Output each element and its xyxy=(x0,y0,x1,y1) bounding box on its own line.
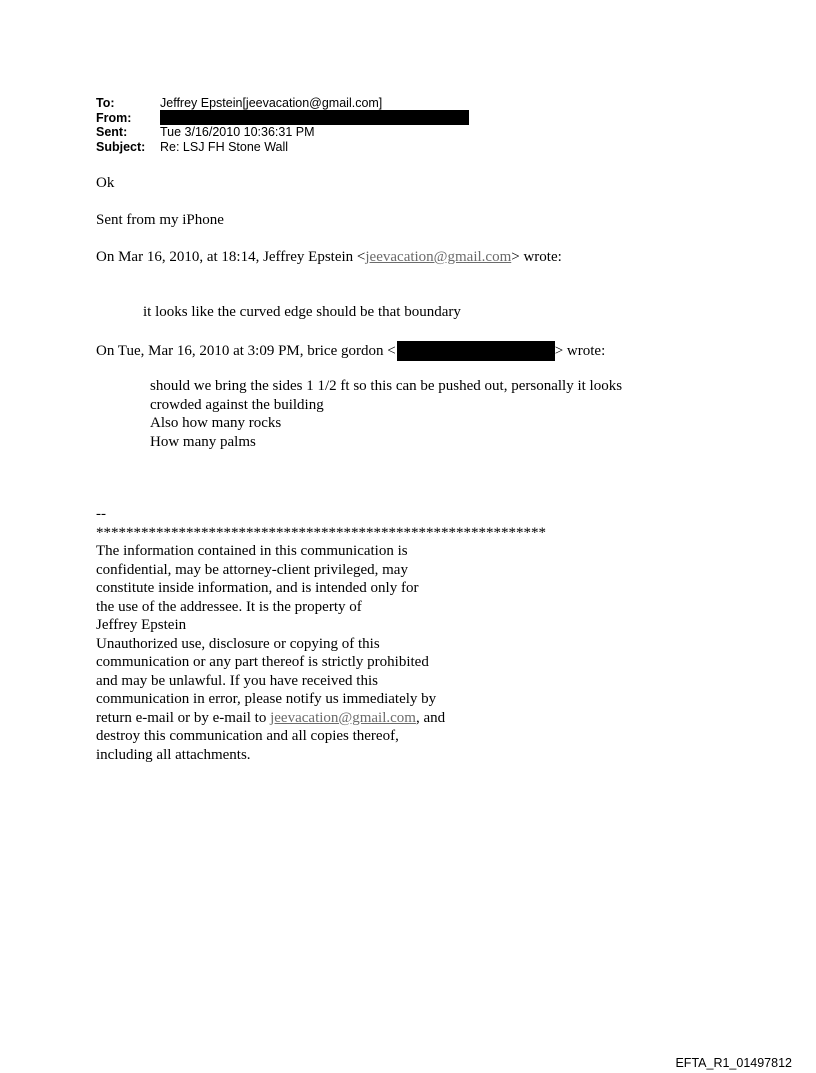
sent-row xyxy=(96,125,469,140)
quote1-suffix: > wrote: xyxy=(511,249,562,265)
from-redaction xyxy=(160,110,469,125)
document-id: EFTA_R1_01497812 xyxy=(675,1056,792,1070)
star-divider: ************************************************************ xyxy=(96,524,546,541)
signature-dashes: -- xyxy=(96,506,106,522)
sent-value: Tue 3/16/2010 10:36:31 PM xyxy=(160,125,315,139)
disclaimer-line: constitute inside information, and is intended only for xyxy=(96,580,419,596)
disclaimer-line: confidential, may be attorney-client privileged, may xyxy=(96,561,408,578)
disclaimer-line: communication or any part thereof is strictly prohibited xyxy=(96,654,429,670)
disclaimer-line: Jeffrey Epstein xyxy=(96,617,187,633)
quote1-attribution xyxy=(96,248,562,267)
signature-text: Sent from my iPhone xyxy=(96,212,224,228)
quote1-email-link[interactable]: jeevacation@gmail.com xyxy=(365,249,512,265)
disclaimer-line: destroy this communication and all copies thereof, xyxy=(96,728,399,744)
quote2-block xyxy=(150,377,622,451)
quote2-line: Also how many rocks xyxy=(150,415,282,431)
quote2-prefix: On Tue, Mar 16, 2010 at 3:09 PM, brice gordon < xyxy=(96,342,396,359)
quote2-attribution xyxy=(96,341,605,361)
from-label: From: xyxy=(96,110,132,125)
reply-text: Ok xyxy=(96,175,115,191)
disclaimer-block xyxy=(96,505,546,764)
from-row xyxy=(96,111,469,126)
to-row xyxy=(96,96,469,111)
quote1-prefix: On Mar 16, 2010, at 18:14, Jeffrey Epstein < xyxy=(96,249,366,265)
quote2-line: How many palms xyxy=(150,433,256,450)
subject-value: Re: LSJ FH Stone Wall xyxy=(160,139,289,154)
disclaimer-line10-prefix: return e-mail or by e-mail to xyxy=(96,709,271,726)
disclaimer-line: Unauthorized use, disclosure or copying of this xyxy=(96,635,380,652)
quote2-line: crowded against the building xyxy=(150,396,324,413)
disclaimer-line10-suffix: , and xyxy=(415,709,446,726)
disclaimer-email-link[interactable]: jeevacation@gmail.com xyxy=(270,709,416,726)
to-label: To: xyxy=(96,96,115,110)
disclaimer-line: communication in error, please notify us immediately by xyxy=(96,691,437,707)
disclaimer-line: The information contained in this communication is xyxy=(96,543,408,559)
subject-row xyxy=(96,140,469,155)
disclaimer-line: the use of the addressee. It is the property of xyxy=(96,598,362,615)
disclaimer-line: including all attachments. xyxy=(96,746,251,763)
disclaimer-line xyxy=(96,709,546,728)
quote2-line: should we bring the sides 1 1/2 ft so this can be pushed out, personally it looks xyxy=(150,378,623,394)
disclaimer-line: and may be unlawful. If you have received this xyxy=(96,672,378,689)
quote1-text: it looks like the curved edge should be that boundary xyxy=(143,304,461,320)
subject-label: Subject: xyxy=(96,139,146,154)
sent-label: Sent: xyxy=(96,125,128,139)
email-redaction xyxy=(397,341,555,361)
email-header xyxy=(96,96,469,154)
to-value: Jeffrey Epstein[jeevacation@gmail.com] xyxy=(160,96,383,110)
quote2-suffix: > wrote: xyxy=(554,342,606,359)
